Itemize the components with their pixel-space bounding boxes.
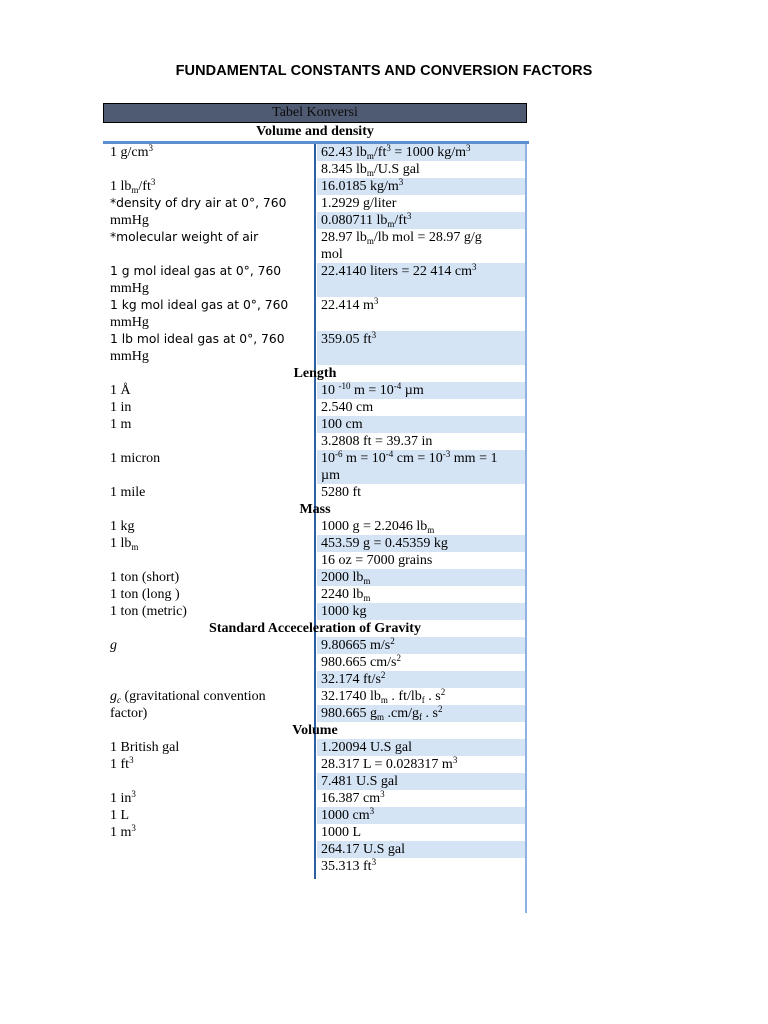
page-title: FUNDAMENTAL CONSTANTS AND CONVERSION FACTORS [175,63,593,79]
table-header: Tabel Konversi [103,103,527,123]
section-volume: Volume [292,723,338,738]
section-length: Length [293,366,337,381]
section-volume-density: Volume and density [256,124,374,139]
conversion-table: Tabel Konversi Volume and density 1 $g/cm^3$ 62.43 $lb_m/ft^3 = 1000$ $kg/m^3$ 8.345 $lb_m/U.S$ gal 1 $lb_m/ft^3$ 16.0185 $kg/m^3$ *density of dry air at 0°, 760 1.2929 g/liter mmHg 0.080711 $lb_m/ft^3$ *molecular weight of air 28.97 $lb_m/lb$ mol = 28.97 g/g mol 1 g mol ideal gas at 0°, 760 22.4140 liters = 22 414 $cm^3$ mmHg 1 kg mol ideal gas at 0°, 760 22.414 $m^3$ mmHg 1 lb mol ideal gas at 0°, 760 359.05 $ft^3$ mmHg Length 1 Å 10 $^{-10}$ $m = 10^{-4}$ µm 1 in 2.540 cm 1 m 100 cm 3.2808 ft = 39.37 in 1 micron $10^{-6}$ $m = 10^{-4}$ cm = $10^{-3}$ mm = 1 µm 1 mile 5280 ft Mass 1 kg 1000 g = 2.2046 $lb_m$ 1 $lb_m$ 453.59 g = 0.45359 kg 16 oz = 7000 grains 1 ton (short) 2000 $lb_m$ 1 ton (long ) 2240 $lb_m$ 1 ton (metric) 1000 kg Standard Acceceleration of Gravity g 9.80665 $m/s^2$ 980.665 $cm/s^2$ 32.174 $ft/s^2$ $g_c$ (gravitational convention 32.1740 $lb_m$ . $ft/lb_f$ . $s^2$ factor) 980.665 $g_m$ $.cm/g_f$ . $s^2$ Volume 1 British gal 1.20094 U.S gal 1 $ft^3$ 28.317 L = 0.028317 $m^3$ 7.481 U.S gal 1 $in^3$ 16.387 $cm^3$ 1 L 1000 $cm^3$ 1 $m^3$ 1000 L 264.17 U.S gal 35.313 $ft^3$ [103,103,527,913]
right-border [525,144,527,913]
section-gravity: Standard Acceceleration of Gravity [209,621,421,636]
section-mass: Mass [299,502,331,517]
